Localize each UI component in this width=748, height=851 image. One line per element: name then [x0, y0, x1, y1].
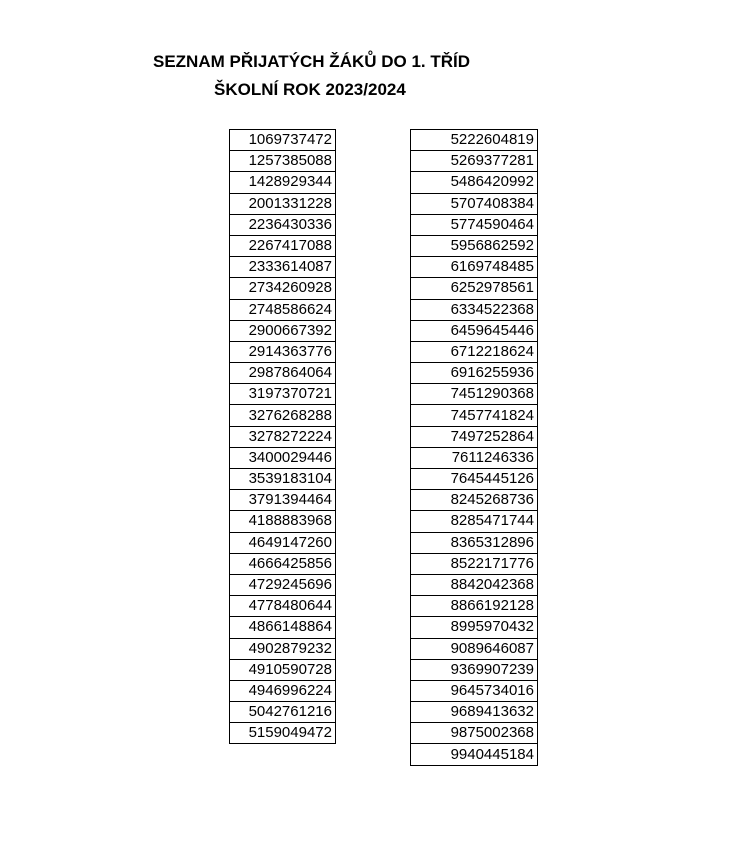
student-id-cell: 3791394464: [230, 490, 336, 511]
table-row: [411, 680, 538, 701]
table-row: [230, 574, 336, 595]
student-id-cell: 5707408384: [411, 193, 538, 214]
school-year-subtitle: ŠKOLNÍ ROK 2023/2024: [214, 80, 406, 99]
table-row: [411, 193, 538, 214]
student-id-cell: 6916255936: [411, 363, 538, 384]
student-id-cell: 4902879232: [230, 638, 336, 659]
table-row: [230, 257, 336, 278]
table-row: [230, 130, 336, 151]
student-id-cell: 8522171776: [411, 553, 538, 574]
student-id-cell: 9089646087: [411, 638, 538, 659]
table-row: [411, 511, 538, 532]
student-id-cell: 8995970432: [411, 617, 538, 638]
table-row: [230, 363, 336, 384]
table-row: [411, 426, 538, 447]
student-id-cell: 2734260928: [230, 278, 336, 299]
table-row: [230, 172, 336, 193]
table-row: [411, 617, 538, 638]
table-row: [411, 574, 538, 595]
table-row: [230, 638, 336, 659]
student-id-cell: 2914363776: [230, 341, 336, 362]
table-row: [411, 257, 538, 278]
student-id-cell: 4729245696: [230, 574, 336, 595]
table-row: [411, 532, 538, 553]
table-row: [411, 723, 538, 744]
table-row: [411, 130, 538, 151]
table-row: [411, 659, 538, 680]
student-id-cell: 4649147260: [230, 532, 336, 553]
table-row: [411, 299, 538, 320]
student-id-cell: 5956862592: [411, 235, 538, 256]
table-row: [230, 320, 336, 341]
student-id-cell: 2333614087: [230, 257, 336, 278]
student-id-cell: 8365312896: [411, 532, 538, 553]
table-row: [411, 363, 538, 384]
table-row: [230, 299, 336, 320]
table-row: [230, 469, 336, 490]
table-row: [230, 596, 336, 617]
table-row: [411, 235, 538, 256]
student-id-cell: 4946996224: [230, 680, 336, 701]
table-row: [411, 405, 538, 426]
student-id-cell: 4666425856: [230, 553, 336, 574]
table-row: [411, 553, 538, 574]
student-id-cell: 6334522368: [411, 299, 538, 320]
student-id-cell: 9645734016: [411, 680, 538, 701]
table-row: [411, 341, 538, 362]
table-row: [230, 617, 336, 638]
table-row: [411, 151, 538, 172]
student-id-cell: 5269377281: [411, 151, 538, 172]
student-id-cell: 2987864064: [230, 363, 336, 384]
student-id-cell: 6169748485: [411, 257, 538, 278]
student-id-cell: 9875002368: [411, 723, 538, 744]
table-row: [230, 553, 336, 574]
student-id-cell: 2900667392: [230, 320, 336, 341]
student-id-cell: 6459645446: [411, 320, 538, 341]
table-row: [411, 214, 538, 235]
student-id-cell: 9940445184: [411, 744, 538, 765]
table-row: [230, 723, 336, 744]
student-id-cell: 8285471744: [411, 511, 538, 532]
student-id-cell: 8842042368: [411, 574, 538, 595]
table-row: [230, 384, 336, 405]
table-row: [230, 447, 336, 468]
student-id-cell: 4866148864: [230, 617, 336, 638]
table-row: [230, 341, 336, 362]
table-row: [411, 447, 538, 468]
table-row: [230, 511, 336, 532]
table-row: [411, 384, 538, 405]
student-id-cell: 7645445126: [411, 469, 538, 490]
student-id-cell: 5042761216: [230, 702, 336, 723]
student-id-cell: 8866192128: [411, 596, 538, 617]
student-id-cell: 7451290368: [411, 384, 538, 405]
table-row: [230, 426, 336, 447]
table-row: [411, 469, 538, 490]
student-id-cell: 2236430336: [230, 214, 336, 235]
student-id-cell: 5222604819: [411, 130, 538, 151]
right-id-list: [411, 130, 538, 766]
student-id-cell: 9369907239: [411, 659, 538, 680]
table-row: [411, 702, 538, 723]
student-id-cell: 6252978561: [411, 278, 538, 299]
student-id-cell: 2267417088: [230, 235, 336, 256]
table-row: [411, 596, 538, 617]
table-row: [230, 278, 336, 299]
student-id-cell: 5486420992: [411, 172, 538, 193]
table-row: [230, 490, 336, 511]
student-id-cell: 4778480644: [230, 596, 336, 617]
student-id-cell: 7457741824: [411, 405, 538, 426]
student-id-cell: 5774590464: [411, 214, 538, 235]
table-row: [230, 235, 336, 256]
student-id-cell: 3400029446: [230, 447, 336, 468]
table-row: [230, 659, 336, 680]
table-row: [411, 638, 538, 659]
student-id-cell: 6712218624: [411, 341, 538, 362]
right-id-column: [410, 129, 538, 766]
student-id-cell: 1257385088: [230, 151, 336, 172]
table-row: [230, 702, 336, 723]
student-id-cell: 5159049472: [230, 723, 336, 744]
table-row: [230, 151, 336, 172]
table-row: [230, 214, 336, 235]
table-row: [411, 490, 538, 511]
student-id-cell: 3539183104: [230, 469, 336, 490]
student-id-cell: 9689413632: [411, 702, 538, 723]
student-id-cell: 3276268288: [230, 405, 336, 426]
student-id-cell: 3278272224: [230, 426, 336, 447]
student-id-cell: 4910590728: [230, 659, 336, 680]
table-row: [230, 405, 336, 426]
student-id-cell: 7497252864: [411, 426, 538, 447]
student-id-cell: 2001331228: [230, 193, 336, 214]
student-id-cell: 8245268736: [411, 490, 538, 511]
table-row: [230, 532, 336, 553]
student-id-cell: 2748586624: [230, 299, 336, 320]
student-id-cell: 1069737472: [230, 130, 336, 151]
document-title: SEZNAM PŘIJATÝCH ŽÁKŮ DO 1. TŘÍD: [153, 52, 471, 71]
student-id-cell: 7611246336: [411, 447, 538, 468]
table-row: [230, 680, 336, 701]
table-row: [411, 278, 538, 299]
student-id-cell: 3197370721: [230, 384, 336, 405]
table-row: [411, 172, 538, 193]
student-id-cell: 1428929344: [230, 172, 336, 193]
table-row: [411, 744, 538, 765]
table-row: [411, 320, 538, 341]
left-id-list: [230, 130, 336, 744]
left-id-column: [229, 129, 336, 744]
table-row: [230, 193, 336, 214]
student-id-cell: 4188883968: [230, 511, 336, 532]
